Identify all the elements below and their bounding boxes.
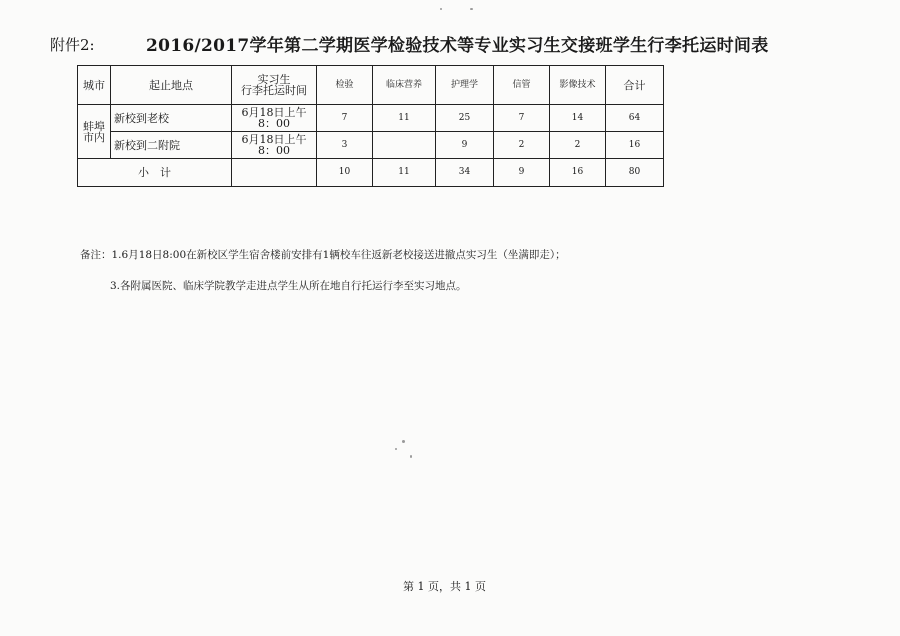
document-title: 2016/2017学年第二学期医学检验技术等专业实习生交接班学生行李托运时间表 <box>146 36 769 56</box>
value-cell: 25 <box>436 105 494 132</box>
value-cell: 2 <box>494 132 550 159</box>
city-line2: 市内 <box>83 130 105 144</box>
value-cell: 7 <box>494 105 550 132</box>
note-line-1: 备注：1.6月18日8:00在新校区学生宿舍楼前安排有1辆校车往返新老校接送进撤点实习生（坐满即走）； <box>80 249 566 261</box>
total-cell: 16 <box>606 132 664 159</box>
table-header-row <box>78 66 664 105</box>
header-major: 临床营养 <box>373 66 436 105</box>
time-line2: 8：00 <box>258 117 290 130</box>
value-cell: 10 <box>317 159 373 187</box>
total-cell: 64 <box>606 105 664 132</box>
city-line1: 蚌埠 <box>83 119 105 133</box>
value-cell: 16 <box>550 159 606 187</box>
table-row <box>78 132 664 159</box>
header-total: 合计 <box>606 66 664 105</box>
subtotal-label: 小 计 <box>78 159 232 187</box>
header-time-line1: 实习生 <box>257 73 291 86</box>
value-cell: 14 <box>550 105 606 132</box>
empty-cell <box>232 159 317 187</box>
route-cell: 新校到老校 <box>111 105 232 132</box>
notes <box>80 247 566 309</box>
time-line1: 6月18日上午 <box>241 133 307 146</box>
header-major: 护理学 <box>436 66 494 105</box>
city-cell <box>78 105 111 159</box>
scan-speck <box>395 448 397 450</box>
value-cell: 9 <box>494 159 550 187</box>
time-cell <box>232 132 317 159</box>
time-cell <box>232 105 317 132</box>
value-cell: 7 <box>317 105 373 132</box>
header-major: 信管 <box>494 66 550 105</box>
value-cell: 3 <box>317 132 373 159</box>
header-major: 检验 <box>317 66 373 105</box>
time-line2: 8：00 <box>258 144 290 157</box>
scan-speck <box>470 8 473 10</box>
header-time <box>232 66 317 105</box>
value-cell: 34 <box>436 159 494 187</box>
header-city: 城市 <box>78 66 111 105</box>
schedule-table <box>77 65 664 187</box>
scan-speck <box>402 440 405 443</box>
scan-speck <box>410 455 412 458</box>
value-cell: 11 <box>373 105 436 132</box>
scan-speck <box>440 8 442 10</box>
header-route: 起止地点 <box>111 66 232 105</box>
note-line-2: 3.各附属医院、临床学院教学走进点学生从所在地自行托运行李至实习地点。 <box>110 280 467 292</box>
table-row <box>78 105 664 132</box>
time-line1: 6月18日上午 <box>241 106 307 119</box>
value-cell: 2 <box>550 132 606 159</box>
total-cell: 80 <box>606 159 664 187</box>
header-time-line2: 行李托运时间 <box>241 84 307 97</box>
page-footer: 第 1 页，共 1 页 <box>403 580 486 593</box>
value-cell <box>373 132 436 159</box>
attachment-label: 附件2: <box>50 36 95 54</box>
value-cell: 11 <box>373 159 436 187</box>
value-cell: 9 <box>436 132 494 159</box>
route-cell: 新校到二附院 <box>111 132 232 159</box>
header-major: 影像技术 <box>550 66 606 105</box>
subtotal-row <box>78 159 664 187</box>
